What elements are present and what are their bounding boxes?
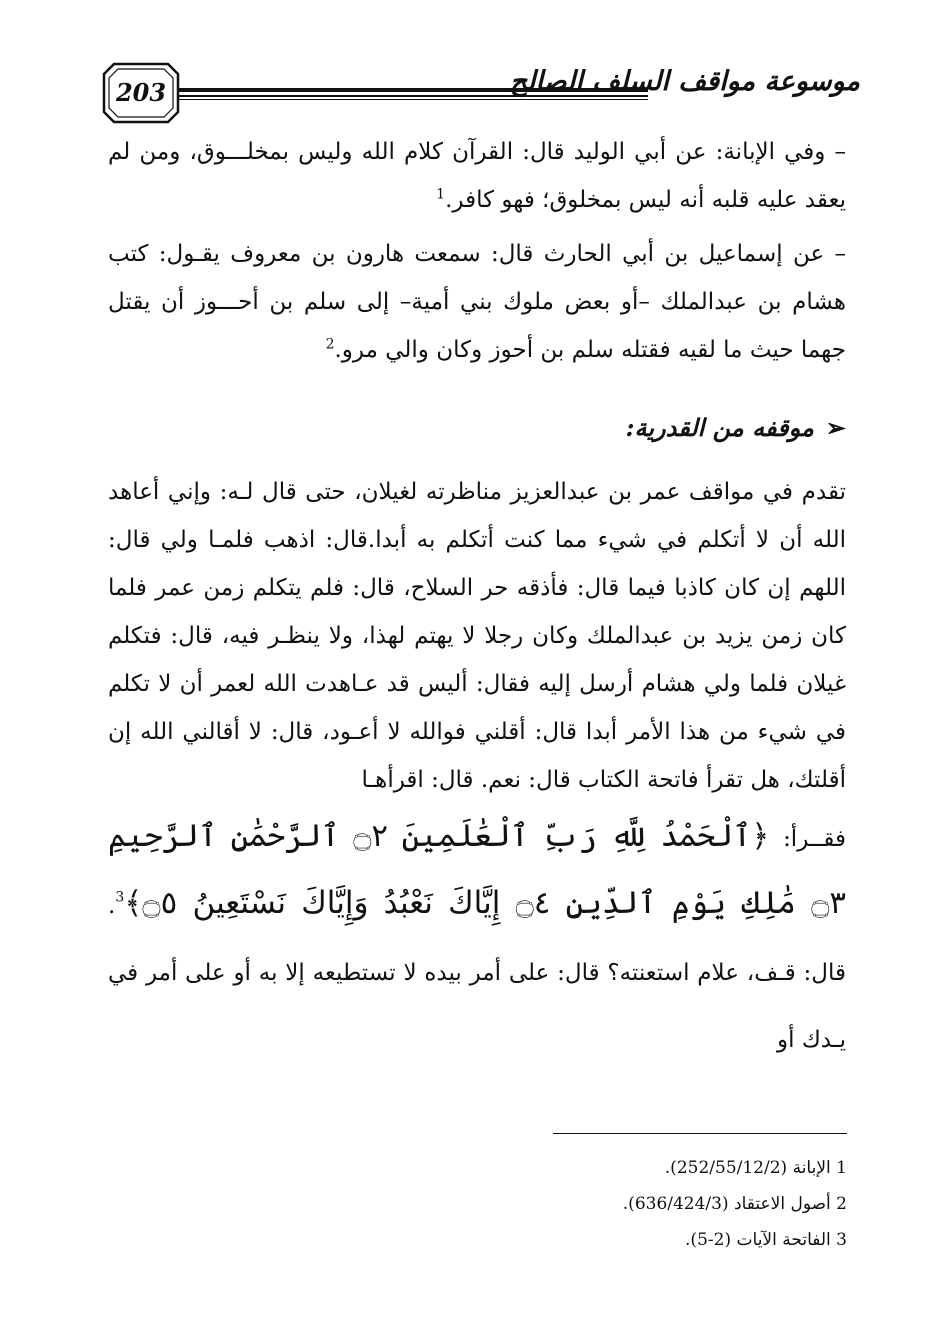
section-heading [108,413,846,442]
quran-text: ﴿ٱلْحَمْدُ لِلَّهِ رَبِّ ٱلْعَٰلَمِينَ ۝٢ ٱلرَّحْمَٰنِ ٱلرَّحِيمِ ۝٣ مَٰلِكِ يَوْمِ ٱلدِّينِ ۝٤ إِيَّاكَ نَعْبُدُ وَإِيَّاكَ نَسْتَعِينُ ۝٥﴾ [108,818,847,921]
series-title: موسوعة مواقف السلف الصالح [509,66,860,97]
after-quran-text: . قال: قـف، علام استعنته؟ قال: على أمر بيده لا تستطيعه إلا به أو على أمر في يـدك أو [108,893,846,1053]
page-header [100,60,860,130]
footnote-1: 1 الإبانة (252/55/12/2). [664,1158,847,1178]
footnote-rule [553,1133,847,1134]
page-number-badge [100,60,182,126]
footnotes [560,1150,847,1258]
quran-passage [108,804,846,1072]
paragraph-ismail: – عن إسماعيل بن أبي الحارث قال: سمعت هارون بن معروف يقـول: كتب هشام بن عبدالملك –أو بعض ملوك بني أمية– إلى سلم بن أحـــوز أن يقتل جهما حيث ما لقيه فقتله سلم بن أحوز وكان والي مرو.$^2$ [108,241,846,363]
quran-intro: فقــرأ: [783,826,846,852]
main-paragraph-block [108,468,846,1072]
main-paragraph: تقدم في مواقف عمر بن عبدالعزيز مناظرته لغيلان، حتى قال لـه: وإني أعاهد الله أن لا أتكلم في شيء مما كنت أتكلم به أبدا.قال: اذهب فلمـا ولي قال: اللهم إن كان كاذبا فيما قال: فأذقه حر السلاح، قال: فلم يتكلم زمن عمر فلما كان زمن يزيد بن عبدالملك وكان رجلا لا يهتم لهذا، ولا ينظـر فيه، قال: فتكلم غيلان فلما ولي هشام أرسل إليه فقال: أليس قد عـاهدت الله لعمر أن لا تكلم في شيء من هذا الأمر أبدا قال: أقلني فوالله لا أعـود، قال: لا أقالني الله إن أقلتك، هل تقرأ فاتحة الكتاب قال: نعم. قال: اقرأهـا [108,479,846,793]
footnote-ref-2[interactable]: 2 [325,336,335,353]
footnote-ref-3[interactable]: 3 [115,889,125,906]
footnote-3: 3 الفاتحة الآيات (2-5). [685,1230,847,1250]
section-heading-text: موقفه من القدرية: [625,413,814,442]
footnote-2: 2 أصول الاعتقاد (636/424/3). [622,1194,847,1214]
footnote-ref-1[interactable]: 1 [436,186,446,203]
page-number: 203 [115,78,167,107]
arrow-marker-icon: ➢ [825,413,846,442]
top-paragraphs [108,128,846,374]
paragraph-ibana: – وفي الإبانة: عن أبي الوليد قال: القرآن كلام الله وليس بمخلـــوق، ومن لم يعقد عليه قلبه أنه ليس بمخلوق؛ فهو كافر.$^1$ [108,139,846,213]
